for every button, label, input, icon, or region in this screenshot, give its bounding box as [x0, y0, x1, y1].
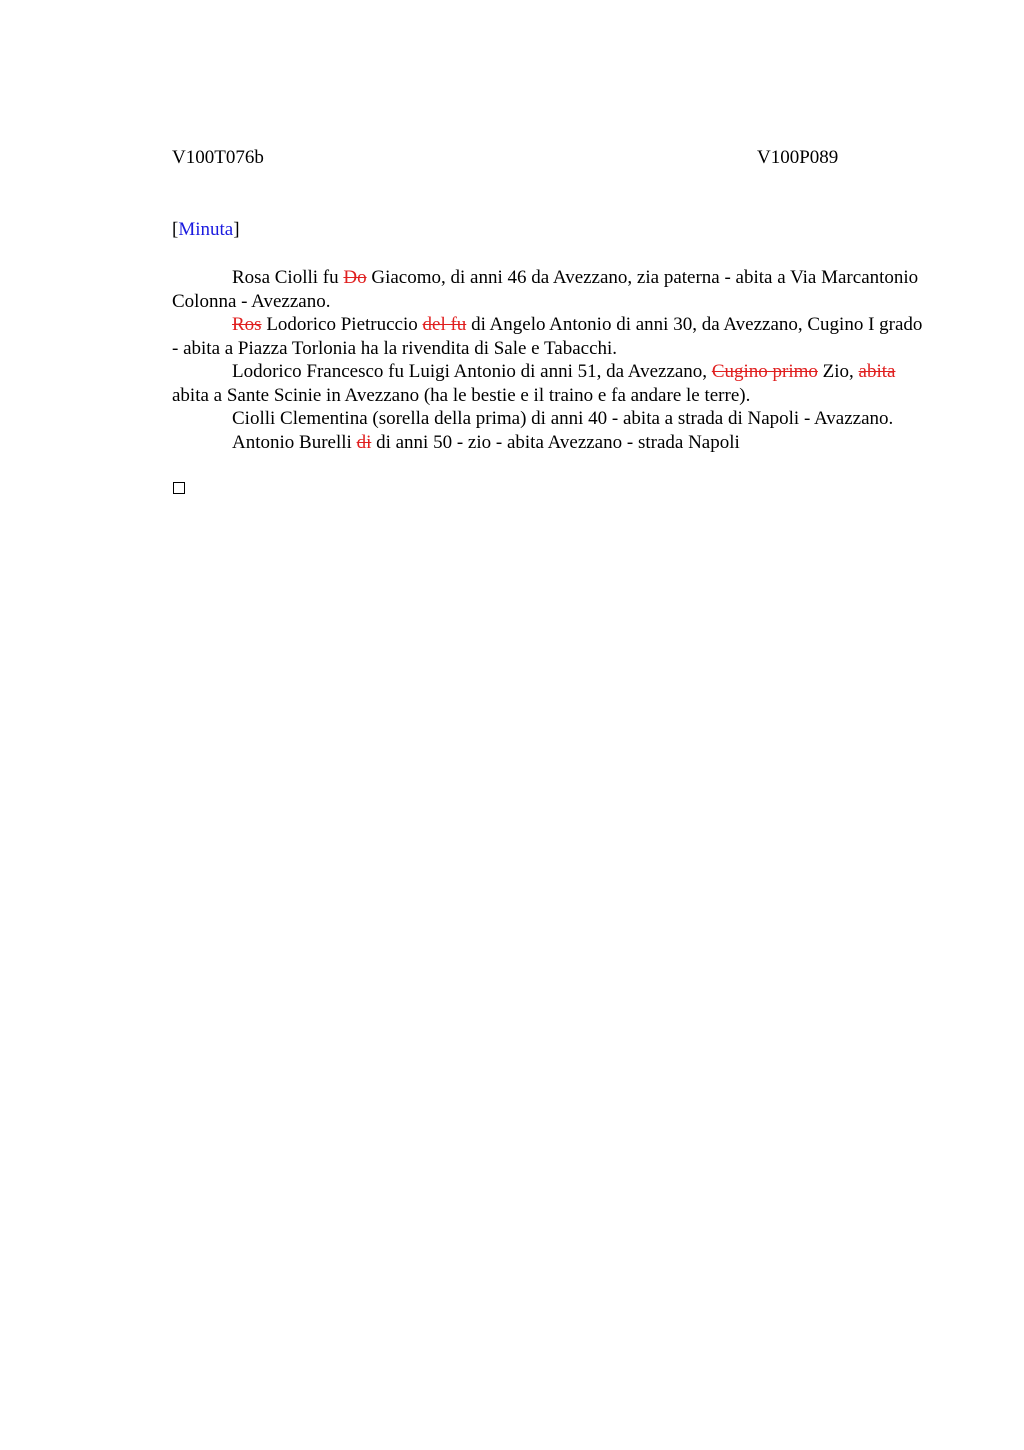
text-span: Antonio Burelli [232, 431, 357, 453]
text-span: di Angelo Antonio di anni 30, da Avezzano, Cugino I grado - abita a Piazza Torlonia ha la rivendita di Sale e Tabacchi. [172, 314, 923, 359]
text-span: Lodorico Francesco fu Luigi Antonio di anni 51, da Avezzano, [232, 361, 712, 382]
section-label [172, 219, 240, 241]
deleted-text: Ros [232, 314, 262, 335]
document-code-right: V100P089 [757, 147, 839, 168]
open-bracket: [ [172, 219, 179, 240]
text-span: Zio, [817, 361, 859, 382]
paragraph-rosa-ciolli [172, 266, 932, 313]
empty-square-icon [173, 482, 185, 494]
document-code-left: V100T076b [172, 147, 264, 168]
minuta-tag: Minuta [178, 219, 234, 240]
deleted-text: di [356, 431, 372, 453]
paragraph-lodorico-francesco [172, 360, 932, 407]
text-span: Ciolli Clementina (sorella della prima) di anni 40 - abita a strada di Napoli - Avazzano. [232, 408, 894, 429]
deleted-text: Do [343, 267, 367, 288]
text-span: di anni 50 - zio - abita Avezzano - strada Napoli [371, 431, 740, 453]
text-span: Lodorico Pietruccio [261, 314, 423, 335]
paragraph-lodorico-pietruccio [172, 313, 932, 360]
document-body [172, 266, 932, 454]
deleted-text: abita [858, 361, 896, 382]
close-bracket: ] [233, 219, 240, 240]
paragraph-antonio-burelli [172, 431, 932, 455]
text-span: abita a Sante Scinie in Avezzano (ha le bestie e il traino e fa andare le terre). [172, 384, 751, 406]
text-span: Rosa Ciolli fu [232, 267, 344, 288]
text-span: Giacomo, di anni 46 da Avezzano, zia paterna - abita a Via Marcantonio Colonna - Avezzano. [172, 267, 919, 312]
paragraph-ciolli-clementina [172, 407, 932, 431]
deleted-text: Cugino primo [711, 361, 818, 382]
deleted-text: del fu [422, 314, 467, 335]
